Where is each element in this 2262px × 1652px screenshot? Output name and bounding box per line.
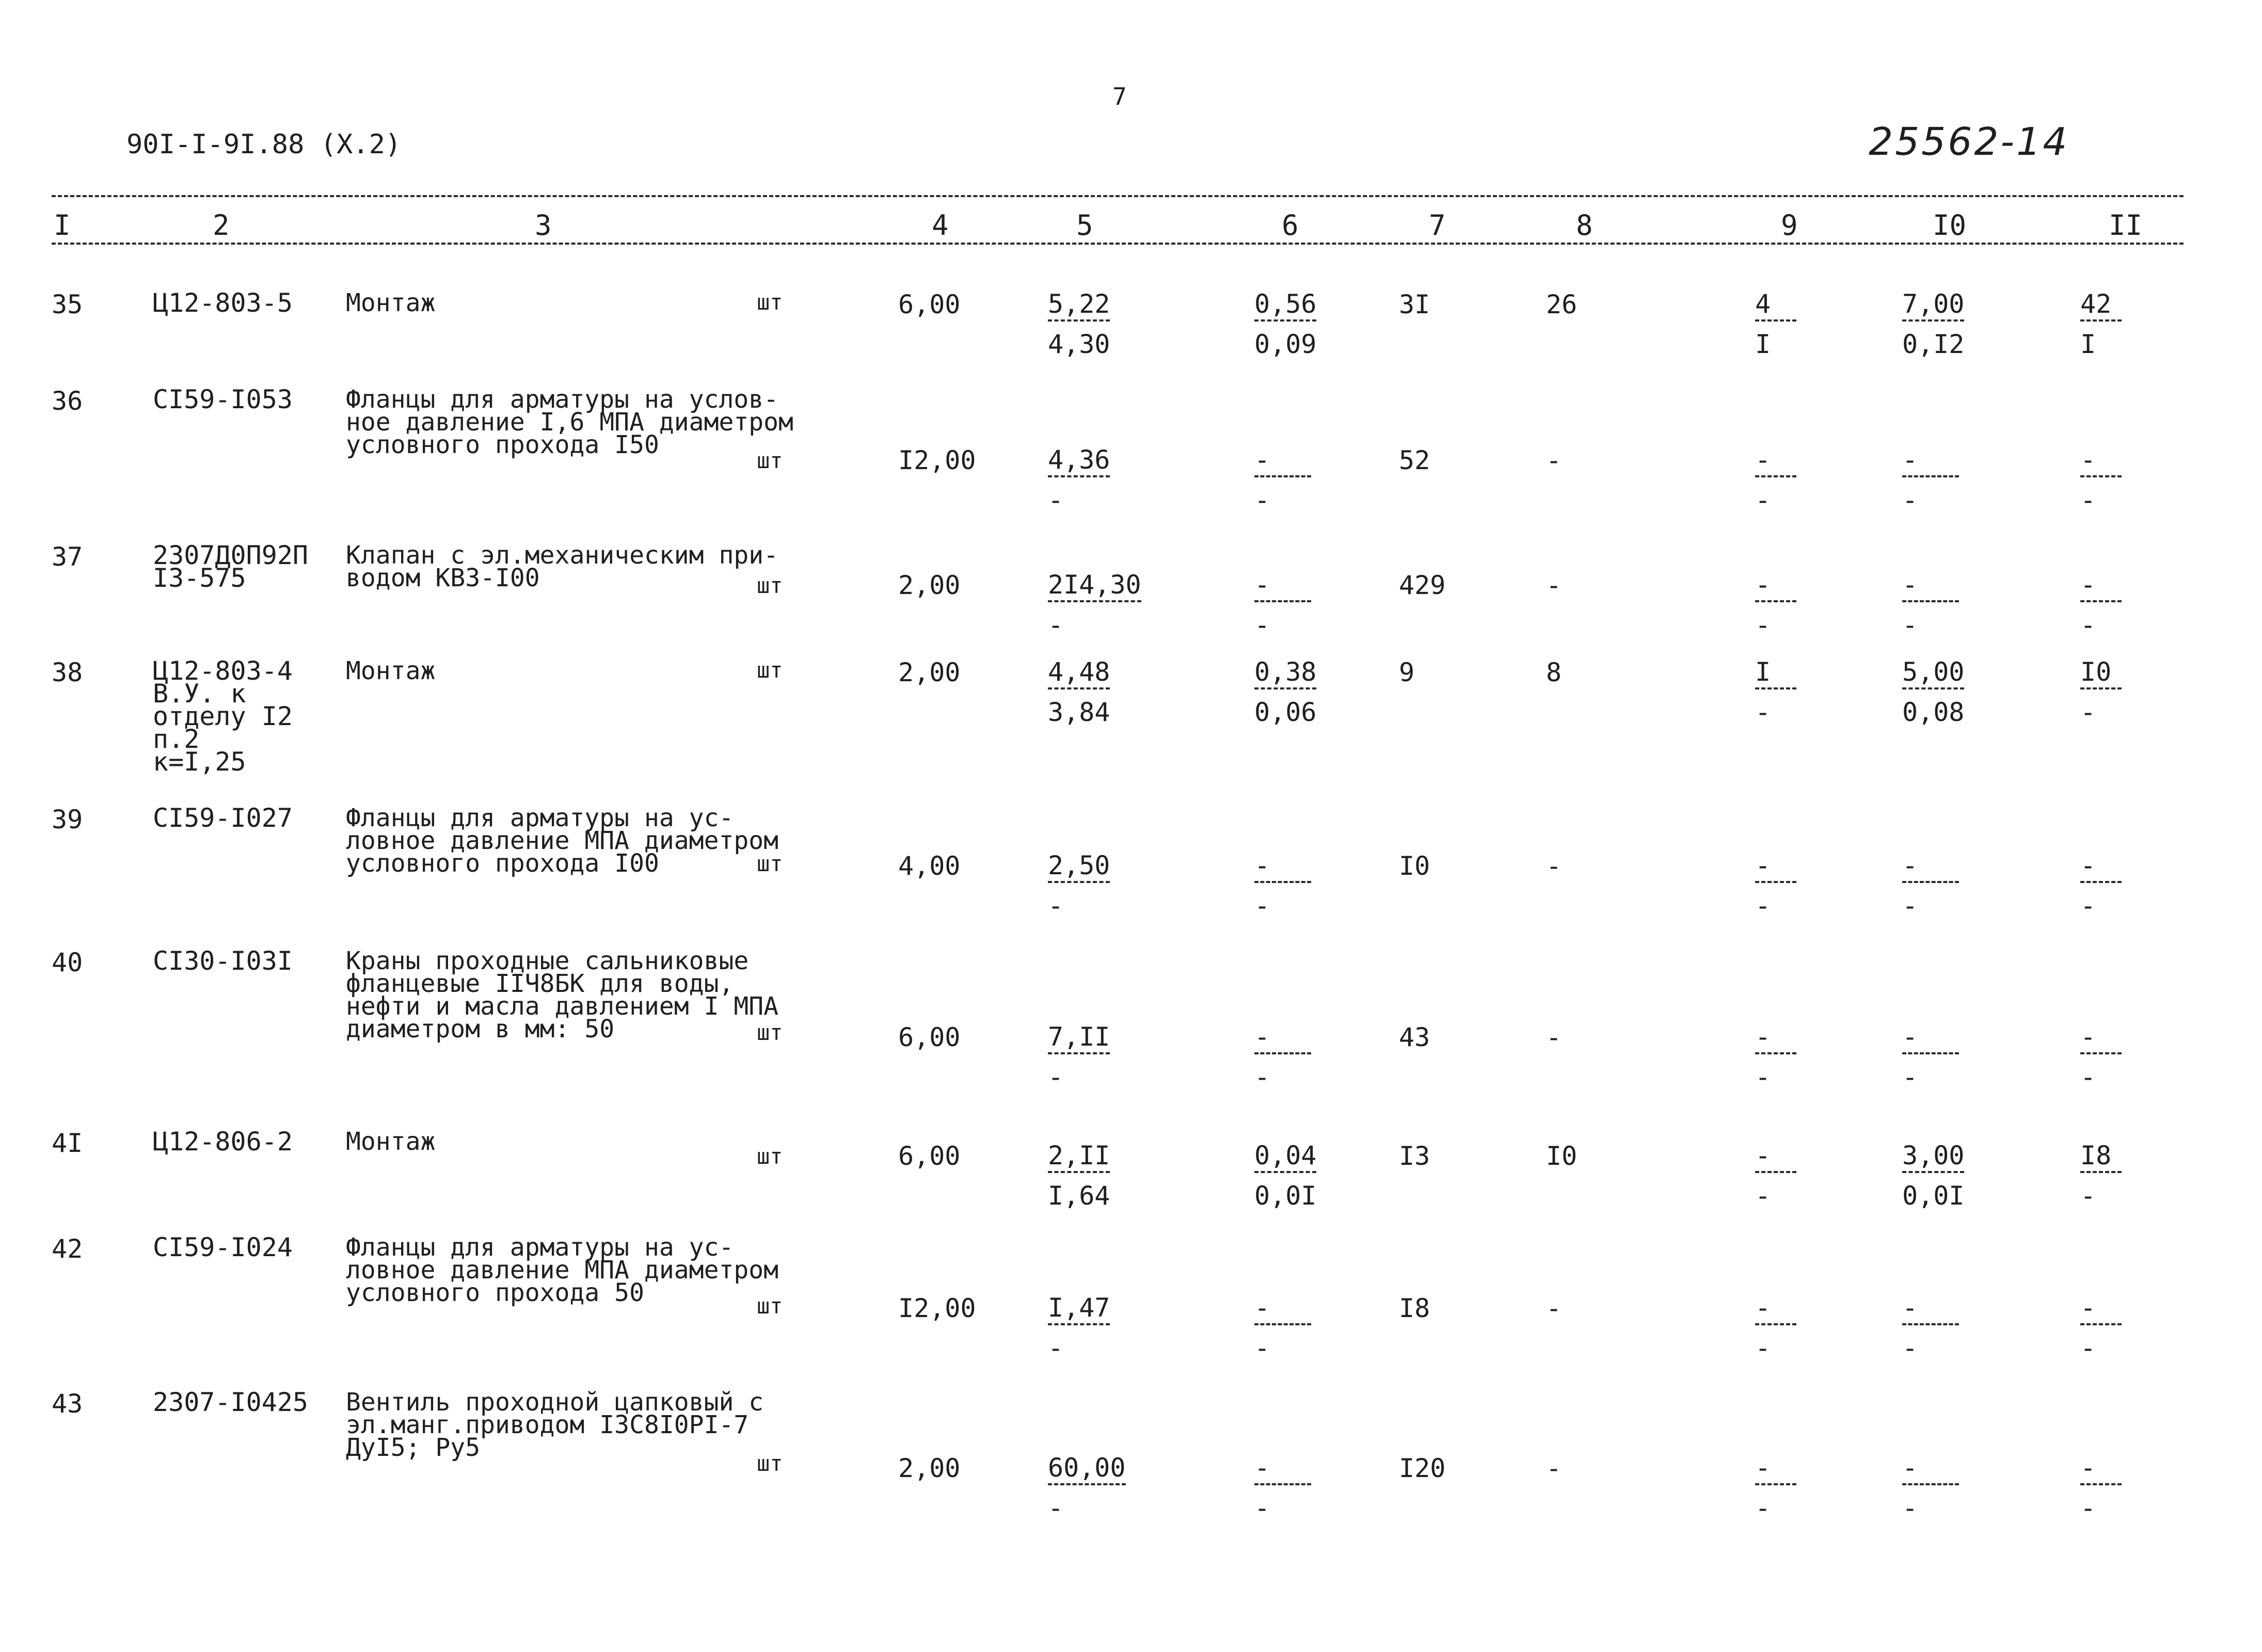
row-col8: - <box>1546 851 1562 881</box>
column-number-1: I <box>54 209 71 242</box>
row-col10-numerator: - <box>1902 853 1959 883</box>
row-col11 <box>2080 289 2122 359</box>
row-code: CI30-I03I <box>153 946 293 976</box>
row-quantity: 6,00 <box>898 290 961 319</box>
row-col7: 429 <box>1399 570 1446 600</box>
row-col11-numerator: - <box>2080 1024 2122 1054</box>
row-unit: шт <box>757 573 783 598</box>
row-quantity: 2,00 <box>898 570 961 600</box>
row-col11-numerator: 42 <box>2080 292 2122 322</box>
row-col9 <box>1755 289 1796 359</box>
row-col10 <box>1902 570 1959 640</box>
row-col9 <box>1755 1141 1796 1211</box>
row-col11-denominator: - <box>2080 1181 2096 1211</box>
row-name: Клапан с эл.механическим при- водом КВЗ-I00 <box>346 541 779 592</box>
row-col5-numerator: I,47 <box>1048 1295 1110 1325</box>
row-col10-denominator: - <box>1902 1493 1918 1523</box>
row-col10-denominator: 0,0I <box>1902 1181 1965 1211</box>
row-col10 <box>1902 289 1965 359</box>
row-col11-numerator: - <box>2080 1455 2122 1485</box>
row-col6-numerator: - <box>1254 1295 1311 1325</box>
row-col11 <box>2080 1022 2122 1092</box>
row-col7: 43 <box>1399 1022 1430 1052</box>
row-col6-denominator: - <box>1254 1493 1270 1523</box>
row-col10 <box>1902 1453 1959 1523</box>
row-col10-denominator: - <box>1902 485 1918 515</box>
column-number-4: 4 <box>932 209 949 242</box>
row-col9-denominator: - <box>1755 1062 1771 1092</box>
row-code: Ц12-806-2 <box>153 1127 293 1157</box>
row-col6-numerator: - <box>1254 1455 1311 1485</box>
row-col5 <box>1048 1453 1126 1523</box>
row-col10 <box>1902 851 1959 921</box>
row-col10 <box>1902 445 1959 515</box>
row-col5 <box>1048 570 1141 640</box>
row-quantity: 2,00 <box>898 1453 961 1483</box>
row-unit: шт <box>757 657 783 683</box>
row-col11-denominator: - <box>2080 697 2096 727</box>
row-col10 <box>1902 657 1965 727</box>
row-col9 <box>1755 570 1796 640</box>
row-name: Монтаж <box>346 656 436 685</box>
row-col7: 9 <box>1399 657 1415 687</box>
row-code: CI59-I053 <box>153 384 293 414</box>
row-code: 2307Д0П92П I3-575 <box>153 540 309 593</box>
row-quantity: 4,00 <box>898 851 961 881</box>
row-col9-numerator: - <box>1755 1295 1796 1325</box>
row-col8: - <box>1546 445 1562 475</box>
row-col10-denominator: 0,I2 <box>1902 329 1965 359</box>
page-number: 7 <box>1112 83 1127 110</box>
row-col6 <box>1254 289 1317 359</box>
row-col6 <box>1254 1141 1317 1211</box>
row-number: 39 <box>52 805 83 835</box>
column-number-8: 8 <box>1576 209 1593 242</box>
row-col5-denominator: - <box>1048 1333 1064 1363</box>
row-col5-numerator: 2I4,30 <box>1048 572 1141 602</box>
row-col6-denominator: - <box>1254 485 1270 515</box>
row-col9 <box>1755 657 1796 727</box>
row-col6-denominator: - <box>1254 610 1270 640</box>
row-col11-numerator: - <box>2080 853 2122 883</box>
row-col5-numerator: 4,36 <box>1048 447 1110 477</box>
row-col9 <box>1755 1293 1796 1363</box>
row-name: Монтаж <box>346 1127 436 1156</box>
row-col10-denominator: - <box>1902 1062 1918 1092</box>
row-col7: I3 <box>1399 1141 1430 1171</box>
row-col9-numerator: 4 <box>1755 292 1796 322</box>
row-col9-numerator: - <box>1755 1455 1796 1485</box>
document-code: 90I-I-9I.88 (X.2) <box>126 129 402 160</box>
row-col11-numerator: - <box>2080 1295 2122 1325</box>
row-number: 4I <box>52 1128 83 1158</box>
row-col11 <box>2080 1141 2122 1211</box>
column-number-11: II <box>2109 209 2143 242</box>
row-col7: 52 <box>1399 445 1430 475</box>
row-col9-denominator: - <box>1755 1181 1771 1211</box>
row-col6-numerator: - <box>1254 853 1311 883</box>
row-code: CI59-I027 <box>153 803 293 833</box>
row-col9-denominator: - <box>1755 485 1771 515</box>
row-name: Монтаж <box>346 288 436 317</box>
row-col11-denominator: - <box>2080 485 2096 515</box>
row-col8: - <box>1546 1022 1562 1052</box>
column-number-5: 5 <box>1076 209 1093 242</box>
row-quantity: I2,00 <box>898 445 976 475</box>
row-col6 <box>1254 570 1311 640</box>
row-col5-denominator: - <box>1048 485 1064 515</box>
row-col6 <box>1254 851 1311 921</box>
row-col8: - <box>1546 570 1562 600</box>
row-col5-numerator: 7,II <box>1048 1024 1110 1054</box>
row-col5-denominator: I,64 <box>1048 1181 1110 1211</box>
row-col10-numerator: - <box>1902 1024 1959 1054</box>
row-col10-denominator: - <box>1902 1333 1918 1363</box>
row-col6-denominator: 0,09 <box>1254 329 1317 359</box>
row-col6-numerator: 0,04 <box>1254 1143 1316 1173</box>
row-col9-denominator: - <box>1755 1333 1771 1363</box>
row-unit: шт <box>757 1293 783 1319</box>
row-col8: - <box>1546 1453 1562 1483</box>
column-number-9: 9 <box>1781 209 1798 242</box>
row-col9 <box>1755 851 1796 921</box>
row-col11 <box>2080 1453 2122 1523</box>
row-col11 <box>2080 445 2122 515</box>
row-col5 <box>1048 1022 1110 1092</box>
row-col5 <box>1048 1293 1110 1363</box>
row-col5-denominator: 4,30 <box>1048 329 1110 359</box>
row-name: Фланцы для арматуры на ус- ловное давление МПА диаметром условного прохода I00 <box>346 804 779 878</box>
row-col8: I0 <box>1546 1141 1578 1171</box>
row-col9 <box>1755 1453 1796 1523</box>
row-col6 <box>1254 1293 1311 1363</box>
row-number: 35 <box>52 290 83 319</box>
row-col11-numerator: I0 <box>2080 660 2122 689</box>
row-col5-denominator: - <box>1048 1062 1064 1092</box>
row-col11-denominator: - <box>2080 891 2096 921</box>
row-col9-numerator: - <box>1755 853 1796 883</box>
row-col6-numerator: - <box>1254 572 1311 602</box>
row-col7: 3I <box>1399 290 1430 319</box>
row-number: 36 <box>52 386 83 416</box>
row-code: Ц12-803-4 В.У. к отделу I2 п.2 к=I,25 <box>153 656 293 777</box>
row-col9-denominator: - <box>1755 610 1771 640</box>
row-col5-numerator: 2,50 <box>1048 853 1110 883</box>
row-col10-denominator: - <box>1902 610 1918 640</box>
row-col8: 26 <box>1546 290 1578 319</box>
row-col6-numerator: - <box>1254 1024 1311 1054</box>
row-col6 <box>1254 1022 1311 1092</box>
row-number: 38 <box>52 657 83 687</box>
row-col5-numerator: 2,II <box>1048 1143 1110 1173</box>
row-col11-denominator: - <box>2080 1062 2096 1092</box>
row-col10-numerator: - <box>1902 1455 1959 1485</box>
row-number: 40 <box>52 948 83 977</box>
row-unit: шт <box>757 1451 783 1476</box>
row-col6-denominator: - <box>1254 1062 1270 1092</box>
row-col10-numerator: 3,00 <box>1902 1143 1964 1173</box>
row-unit: шт <box>757 1020 783 1045</box>
row-col11 <box>2080 657 2122 727</box>
row-col10-numerator: 7,00 <box>1902 292 1964 322</box>
row-col9-numerator: - <box>1755 572 1796 602</box>
row-col5 <box>1048 851 1110 921</box>
row-col6 <box>1254 657 1317 727</box>
row-code: Ц12-803-5 <box>153 288 293 318</box>
row-col6 <box>1254 445 1311 515</box>
row-quantity: 2,00 <box>898 657 961 687</box>
row-col5-numerator: 4,48 <box>1048 660 1110 689</box>
row-col5 <box>1048 445 1110 515</box>
row-col5 <box>1048 1141 1110 1211</box>
row-name: Вентиль проходной цапковый с эл.манг.приводом I3C8I0PI-7 ДуI5; Ру5 <box>346 1388 764 1462</box>
row-col5-numerator: 60,00 <box>1048 1455 1126 1485</box>
row-name: Фланцы для арматуры на ус- ловное давление МПА диаметром условного прохода 50 <box>346 1233 779 1307</box>
row-col10 <box>1902 1141 1965 1211</box>
row-quantity: 6,00 <box>898 1022 961 1052</box>
header-rule-bottom <box>52 243 2184 245</box>
row-name: Фланцы для арматуры на услов- ное давление I,6 МПА диаметром условного прохода I50 <box>346 385 793 459</box>
row-unit: шт <box>757 290 783 315</box>
row-col11 <box>2080 570 2122 640</box>
row-col9-denominator: - <box>1755 697 1771 727</box>
row-col9-numerator: I <box>1755 660 1796 689</box>
row-col5 <box>1048 289 1110 359</box>
row-col6 <box>1254 1453 1311 1523</box>
row-col9-numerator: - <box>1755 1024 1796 1054</box>
document-id: 25562-14 <box>1869 120 2069 164</box>
row-col5-numerator: 5,22 <box>1048 292 1110 322</box>
row-col9-denominator: - <box>1755 1493 1771 1523</box>
row-col7: I0 <box>1399 851 1430 881</box>
row-unit: шт <box>757 448 783 473</box>
column-number-10: I0 <box>1933 209 1967 242</box>
row-number: 42 <box>52 1234 83 1264</box>
row-code: CI59-I024 <box>153 1232 293 1262</box>
row-col11-denominator: - <box>2080 1333 2096 1363</box>
row-col11 <box>2080 851 2122 921</box>
column-number-6: 6 <box>1282 209 1299 242</box>
row-col5-denominator: - <box>1048 610 1064 640</box>
row-col11-numerator: I8 <box>2080 1143 2122 1173</box>
row-col9-numerator: - <box>1755 1143 1796 1173</box>
row-col10-denominator: 0,08 <box>1902 697 1965 727</box>
column-number-2: 2 <box>213 209 230 242</box>
column-number-7: 7 <box>1429 209 1446 242</box>
row-number: 37 <box>52 542 83 572</box>
row-col9-numerator: - <box>1755 447 1796 477</box>
row-col11-numerator: - <box>2080 447 2122 477</box>
row-col10 <box>1902 1293 1959 1363</box>
row-col5-denominator: - <box>1048 891 1064 921</box>
row-col9 <box>1755 1022 1796 1092</box>
row-col7: I20 <box>1399 1453 1446 1483</box>
row-col11-denominator: - <box>2080 1493 2096 1523</box>
row-col8: - <box>1546 1293 1562 1323</box>
row-col9 <box>1755 445 1796 515</box>
row-col6-denominator: 0,0I <box>1254 1181 1317 1211</box>
row-col5-denominator: 3,84 <box>1048 697 1110 727</box>
row-col11-denominator: - <box>2080 610 2096 640</box>
row-code: 2307-I0425 <box>153 1387 309 1417</box>
row-col6-numerator: 0,56 <box>1254 292 1316 322</box>
row-unit: шт <box>757 851 783 876</box>
row-col6-numerator: - <box>1254 447 1311 477</box>
row-col10-numerator: - <box>1902 572 1959 602</box>
row-col9-denominator: I <box>1755 329 1771 359</box>
row-col5-denominator: - <box>1048 1493 1064 1523</box>
header-rule-top <box>52 195 2184 197</box>
row-col6-numerator: 0,38 <box>1254 660 1316 689</box>
row-unit: шт <box>757 1144 783 1169</box>
row-col8: 8 <box>1546 657 1562 687</box>
row-col6-denominator: 0,06 <box>1254 697 1317 727</box>
row-col6-denominator: - <box>1254 1333 1270 1363</box>
row-col9-denominator: - <box>1755 891 1771 921</box>
row-quantity: 6,00 <box>898 1141 961 1171</box>
row-number: 43 <box>52 1389 83 1419</box>
row-col11-denominator: I <box>2080 329 2096 359</box>
row-col11-numerator: - <box>2080 572 2122 602</box>
row-col5 <box>1048 657 1110 727</box>
row-quantity: I2,00 <box>898 1293 976 1323</box>
row-col10-numerator: - <box>1902 1295 1959 1325</box>
row-col6-denominator: - <box>1254 891 1270 921</box>
row-col10-denominator: - <box>1902 891 1918 921</box>
row-col7: I8 <box>1399 1293 1430 1323</box>
row-col10-numerator: 5,00 <box>1902 660 1964 689</box>
row-col10 <box>1902 1022 1959 1092</box>
row-col10-numerator: - <box>1902 447 1959 477</box>
column-number-3: 3 <box>535 209 552 242</box>
row-col11 <box>2080 1293 2122 1363</box>
row-name: Краны проходные сальниковые фланцевые IIЧ8БК для воды, нефти и масла давлением I МПА диаметром в мм: 50 <box>346 947 779 1044</box>
